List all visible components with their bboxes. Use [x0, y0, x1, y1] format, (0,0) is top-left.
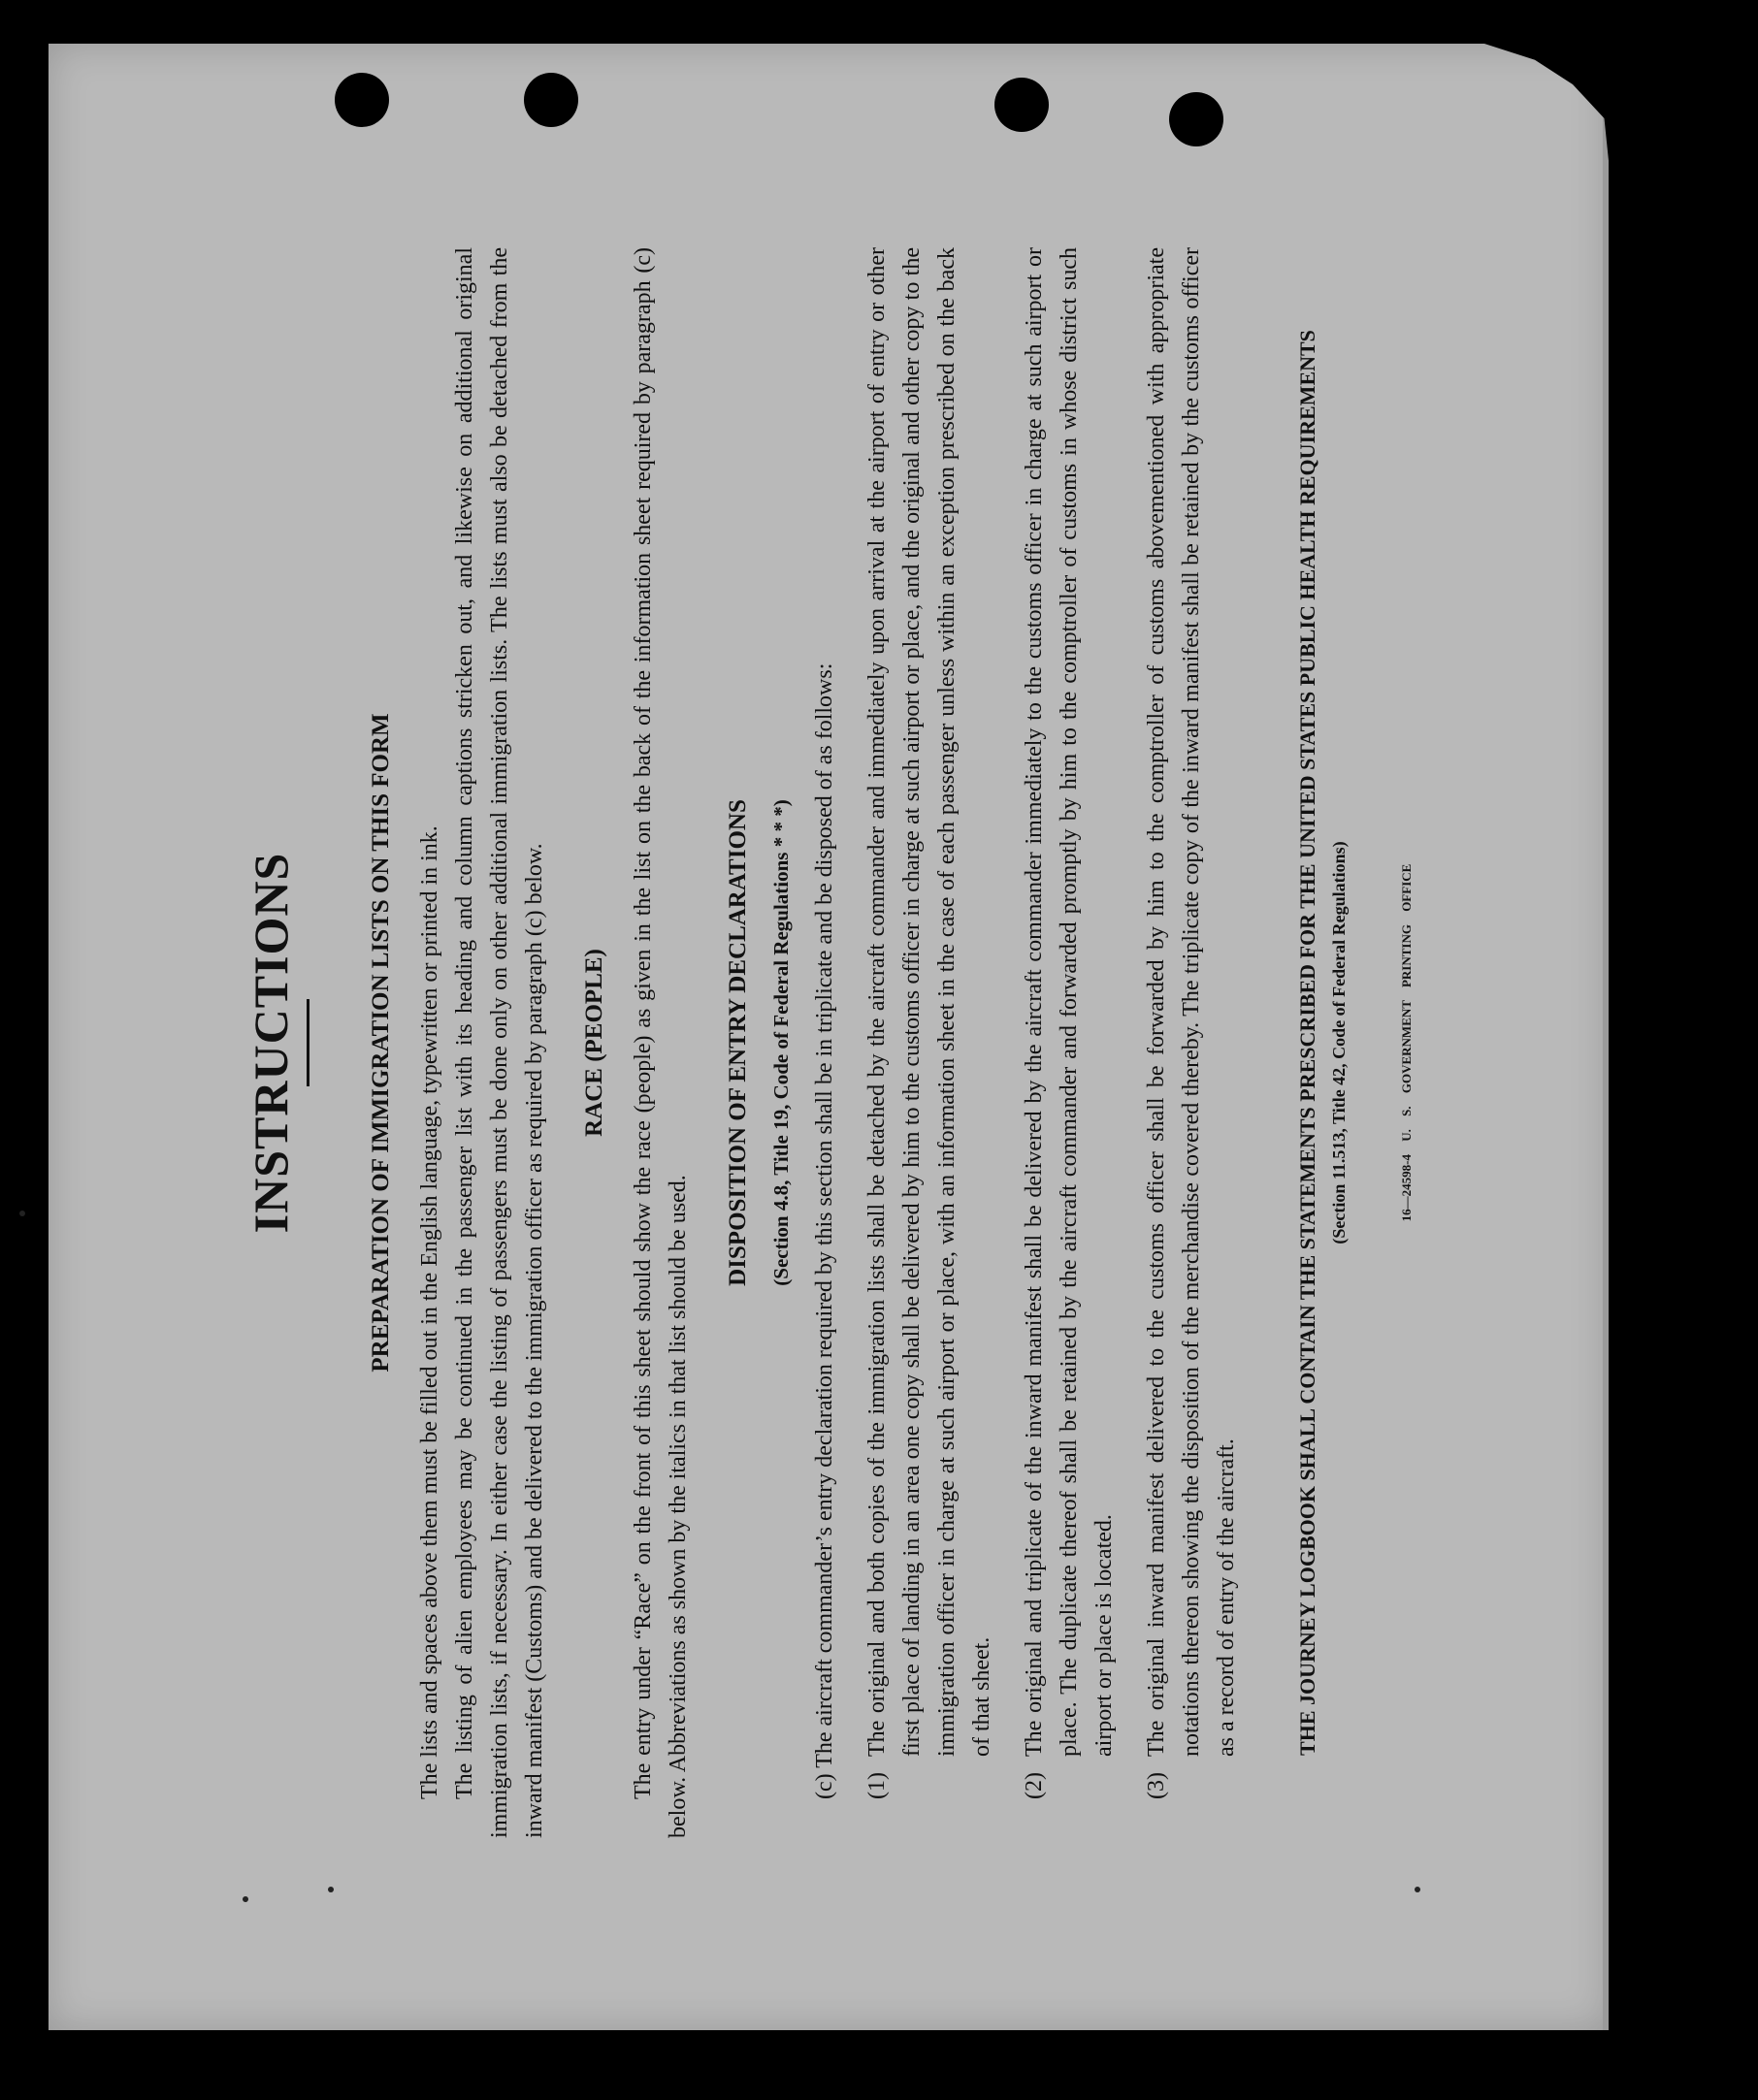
title-rule	[307, 999, 309, 1086]
disposition-heading: DISPOSITION OF ENTRY DECLARATIONS	[725, 799, 751, 1286]
item-number: (2)	[1022, 1772, 1047, 1799]
page-title: INSTRUCTIONS	[244, 852, 298, 1234]
journey-statement-text: THE JOURNEY LOGBOOK SHALL CONTAIN THE STATEMENTS PRESCRIBED FOR THE UNITED STATES PUBLIC HEALTH REQUIREMENTS	[1295, 330, 1319, 1756]
disposition-intro: (c) The aircraft commander’s entry declaration required by this section shall be in triplicate and be disposed of as follows:	[812, 662, 837, 1799]
list-item	[1139, 247, 1244, 1799]
list-item	[860, 247, 999, 1799]
item-text: The original inward manifest delivered to the customs officer shall be forwarded by him to the comptroller of customs abovementioned with appropriate notations thereon showing the disposition of the merchandise covered thereby. The triplicate copy of the inward manifest shall be retained by the customs officer as a record of entry of the aircraft.	[1144, 247, 1239, 1757]
item-text: The original and triplicate of the inward manifest shall be delivered by the aircraft commander immediately to the customs officer in charge at such airport or place. The duplicate thereof shall be retained by the aircraft commander and forwarded promptly by him to the comptroller of customs in whose district such airport or place is located.	[1022, 247, 1117, 1757]
list-item	[1017, 247, 1122, 1799]
instructions-content	[243, 247, 1415, 1838]
race-paragraph: The entry under “Race” on the front of this sheet should show the race (people) as given in the list on the back of the information sheet required by paragraph (c) below. Abbreviations as shown by the italics in that list should be used.	[631, 247, 691, 1838]
printing-office-footer: 16—24598-4 U. S. GOVERNMENT PRINTING OFFICE	[1399, 863, 1414, 1222]
disposition-section-ref: (Section 4.8, Title 19, Code of Federal Regulations * * *)	[769, 799, 793, 1286]
preparation-paragraph-1: The lists and spaces above them must be filled out in the English language, typewritten or printed in ink.	[417, 825, 442, 1799]
item-number: (1)	[864, 1772, 890, 1799]
race-heading: RACE (PEOPLE)	[581, 949, 607, 1137]
item-text: The original and both copies of the immigration lists shall be detached by the aircraft commander and immediately upon arrival at the airport of entry or other first place of landing in an area one copy shall be delivered by him to the customs officer in charge at such airport or place, and the original and other copy to the immigration officer in charge at such airport or place, with an information sheet in the case of each passenger unless within an exception prescribed on the back of that sheet.	[864, 247, 994, 1757]
journey-section-ref: (Section 11.513, Title 42, Code of Federal Regulations)	[1329, 841, 1349, 1244]
item-number: (3)	[1144, 1772, 1169, 1799]
preparation-heading: PREPARATION OF IMMIGRATION LISTS ON THIS FORM	[368, 713, 394, 1373]
journey-statement	[1292, 247, 1354, 1838]
preparation-paragraph-2: The listing of alien employees may be continued in the passenger list with its heading and column captions stricken out, and likewise on additional original immigration lists, if necessary. In either case the listing of passengers must be done only on other additional immigration lists. The lists must also be detached from the inward manifest (Customs) and be delivered to the immigration officer as required by paragraph (c) below.	[452, 247, 547, 1838]
